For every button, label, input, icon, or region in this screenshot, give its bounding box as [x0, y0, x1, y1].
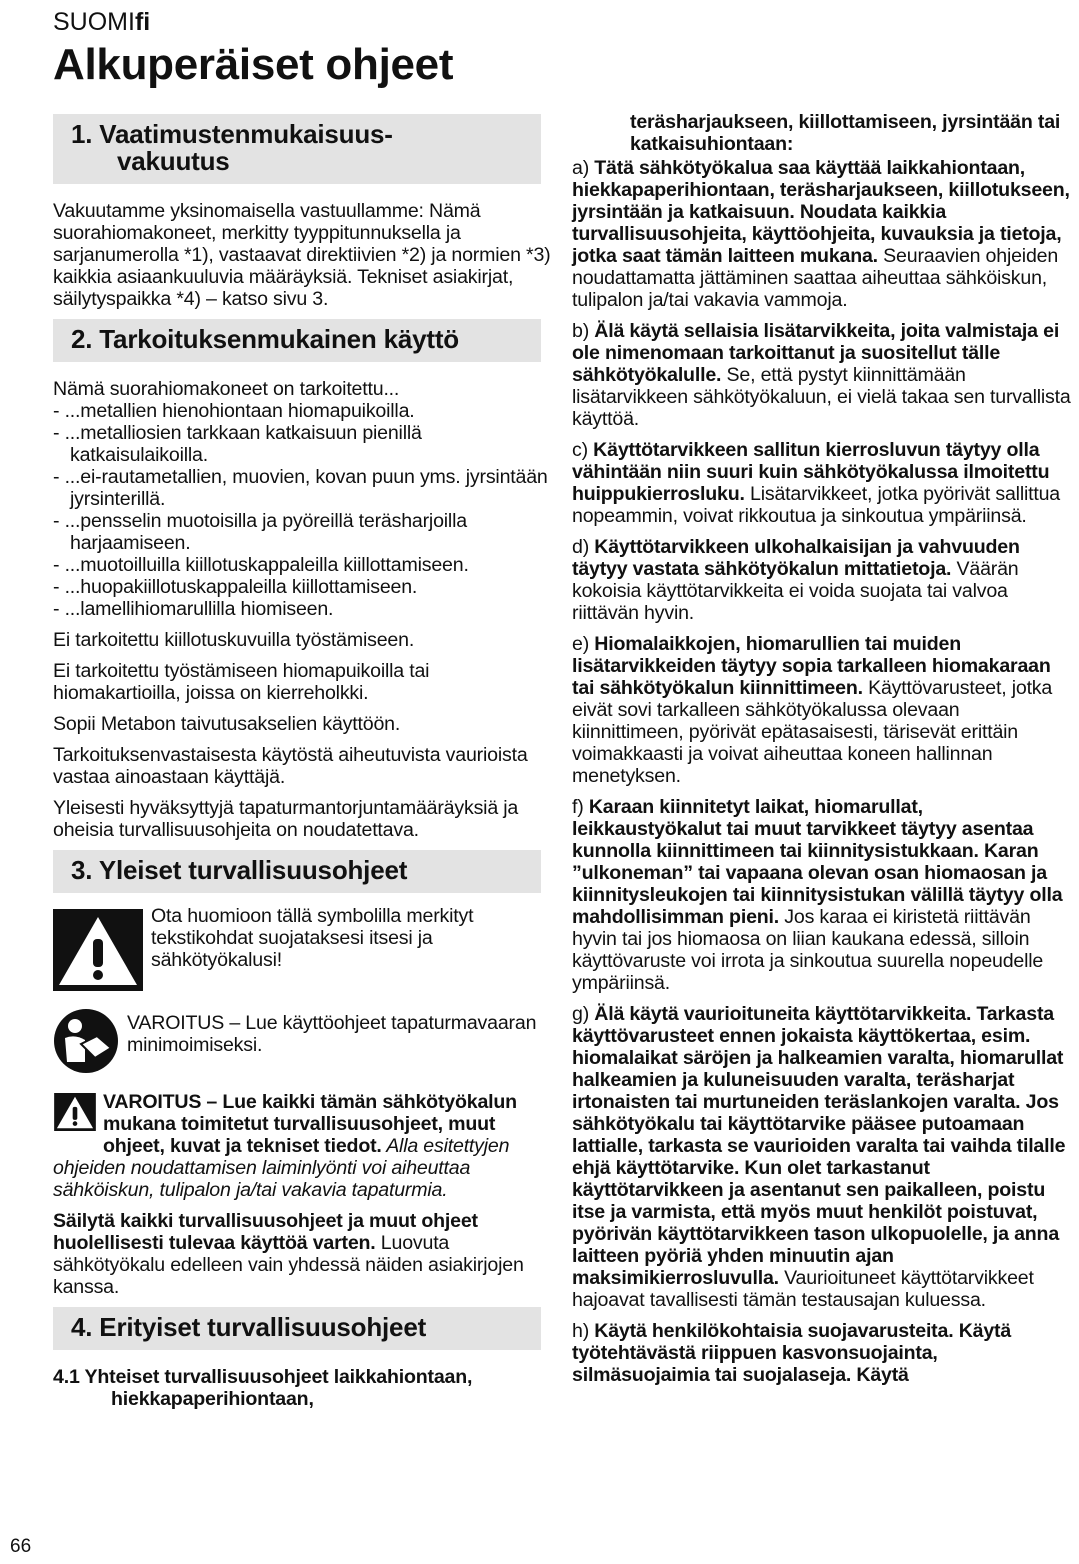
text-segment: c): [572, 439, 594, 461]
subsection-heading: 4.1 Yhteiset turvallisuusohjeet laikkahiontaan, hiekkapaperihiontaan,: [53, 1366, 473, 1410]
usage-list: [53, 378, 553, 620]
text-segment: Ei tarkoitettu työstämiseen hiomapuikoilla tai hiomakartioilla, joissa on kierreholkki.: [53, 660, 430, 704]
paragraph: [53, 744, 553, 788]
symbol-note-text: [151, 905, 553, 996]
paragraph: [53, 200, 553, 310]
list-item: - ...huopakiillotuskappaleilla kiillottamiseen.: [53, 576, 418, 598]
list-item: - ...metalliosien tarkkaan katkaisuun pienillä katkaisulaikoilla.: [53, 422, 422, 466]
paragraph: [53, 1091, 553, 1201]
text-segment: Sopii Metabon taivutusakselien käyttöön.: [53, 713, 401, 735]
list-item: - ...metallien hienohiontaan hiomapuikoilla.: [53, 400, 415, 422]
symbol-note: [53, 1008, 553, 1079]
text-segment: g): [572, 1003, 595, 1025]
section-heading-text: 4. Erityiset turvallisuusohjeet: [71, 1312, 427, 1342]
read-manual-icon: [53, 1008, 119, 1079]
warning-icon: [53, 1093, 97, 1136]
left-column: [53, 114, 553, 1416]
subsection-heading-continued: teräsharjaukseen, kiillottamiseen, jyrsintään tai katkaisuhiontaan:: [630, 111, 1061, 155]
text-segment: Älä käytä vaurioituneita käyttötarvikkeita. Tarkasta käyttövarusteet ennen jokaista käyttökertaa, esim. hiomalaikat säröjen ja halkeamien varalta, hiomarullat halkeamien ja kuluneisuuden varalta, teräsharjat irtonaisten tai murtuneiden teräslankojen varalta. Jos sähkötyökalu tai käyttötarvike pääsee putoamaan lattialle, tarkasta se vaurioiden varalta tai vaihda tilalle ehjä käyttötarvike. Kun olet tarkastanut käyttötarvikkeen ja asentanut sen paikalleen, poistu itse ja varmista, että myös muut henkilöt poistuvat, pyörivän käyttötarvikkeen tason ulkopuolelle, ja anna laitteen pyöriä yhden minuutin ajan maksimikierrosluvulla.: [572, 1003, 1066, 1289]
paragraph: [53, 797, 553, 841]
text-segment: Käytä henkilökohtaisia suojavarusteita. Käytä työtehtävästä riippuen kasvonsuojainta, silmäsuojaimia tai suojalaseja. Käytä: [572, 1320, 1012, 1386]
text-segment: VAROITUS – Lue kaikki tämän sähkötyökalun mukana toimitetut turvallisuusohjeet, muut ohjeet, kuvat ja tekniset tiedot.: [103, 1091, 517, 1157]
text-segment: – Lue käyttöohjeet tapaturmavaaran minimoimiseksi.: [127, 1012, 537, 1056]
paragraph: [572, 633, 1072, 787]
text-segment: Älä käytä sellaisia lisätarvikkeita, joita valmistaja ei ole nimenomaan tarkoittanut ja suositellut tälle sähkötyökalulle.: [572, 320, 1060, 386]
text-segment: b): [572, 320, 595, 342]
language-code: fi: [134, 8, 151, 36]
paragraph: [53, 629, 553, 651]
text-segment: Ota huomioon tällä symbolilla merkityt tekstikohdat suojataksesi itsesi ja sähkötyökalusi!: [151, 905, 474, 971]
section-heading-text: 2. Tarkoituksenmukainen käyttö: [71, 324, 459, 354]
page-number: 66: [10, 1536, 32, 1557]
text-segment: Alla esitettyjen ohjeiden noudattamisen laiminlyönti voi aiheuttaa sähköiskun, tulipalon ja/tai vakavia tapaturmia.: [53, 1135, 510, 1201]
paragraph: [572, 1003, 1072, 1311]
text-segment: Tarkoituksenvastaisesta käytöstä aiheutuvista vaurioista vastaa ainoastaan käyttäjä.: [53, 744, 528, 788]
paragraph: [572, 536, 1072, 624]
list-item: - ...ei-rautametallien, muovien, kovan puun yms. jyrsintään jyrsinterillä.: [53, 466, 548, 510]
paragraph: [53, 660, 553, 704]
text-segment: Jos karaa ei kiristetä riittävän hyvin tai jos hiomaosa on liian kaukana edessä, silloin käyttövaruste voi irrota ja sinkoutua suurella nopeudelle ympäriinsä.: [572, 906, 1044, 994]
text-segment: a): [572, 157, 595, 179]
text-segment: Vaurioituneet käyttötarvikkeet hajoavat tavallisesti tämän testausajan kuluessa.: [572, 1267, 1034, 1311]
section-heading: [53, 319, 541, 362]
page-title: Alkuperäiset ohjeet: [53, 40, 454, 89]
text-segment: Se, että pystyt kiinnittämään lisätarvikkeen sähkötyökaluun, ei vielä takaa sen turvallista käyttöä.: [572, 364, 1071, 430]
text-segment: Karaan kiinnitetyt laikat, hiomarullat, leikkaustyökalut tai muut tarvikkeet täytyy asentaa kunnolla kiinnittimeen tai kiinnitysistukkaan. Karan ”ulkoneman” tai vapaana olevan osan hiomaosan ja kiinnitysleukojen tai kiinnitysistukan välillä täytyy olla mahdollisimman pieni.: [572, 796, 1063, 928]
right-column: [572, 111, 1072, 1395]
text-segment: Yleisesti hyväksyttyjä tapaturmantorjuntamääräyksiä ja oheisia turvallisuusohjeita on noudatettava.: [53, 797, 519, 841]
text-segment: Käyttötarvikkeen sallitun kierrosluvun täytyy olla vähintään niin suuri kuin sähkötyökalussa ilmoitettu huippukierrosluku.: [572, 439, 1050, 505]
text-segment: Hiomalaikkojen, hiomarullien tai muiden lisätarvikkeiden täytyy sopia tarkalleen hiomakaraan tai sähkötyökalun kiinnittimeen.: [572, 633, 1051, 699]
list-item: - ...muotoilluilla kiillotuskappaleilla kiillottamiseen.: [53, 554, 469, 576]
warning-icon: [53, 909, 143, 996]
section-heading: [53, 1307, 541, 1350]
paragraph: [572, 439, 1072, 527]
section-heading: [53, 114, 541, 184]
paragraph: [53, 1210, 553, 1298]
text-segment: Vakuutamme yksinomaisella vastuullamme: Nämä suorahiomakoneet, merkitty tyyppitunnuksella ja sarjanumerolla *1), vastaavat direktiivien *2) ja normien *3) kaikkia asiaankuuluvia määräyksiä. Tekniset asiakirjat, säilytyspaikka *4) – katso sivu 3.: [53, 200, 551, 310]
symbol-note-text: [127, 1012, 553, 1079]
paragraph: [572, 157, 1072, 311]
text-segment: VAROITUS: [127, 1012, 225, 1034]
text-segment: Lisätarvikkeet, jotka pyörivät sallittua nopeammin, voivat rikkoutua ja sinkoutua ympäriinsä.: [572, 483, 1061, 527]
section-heading-text: 3. Yleiset turvallisuusohjeet: [71, 855, 408, 885]
text-segment: Ei tarkoitettu kiillotuskuvuilla työstämiseen.: [53, 629, 415, 651]
list-item: - ...lamellihiomarullilla hiomiseen.: [53, 598, 334, 620]
paragraph: [53, 713, 553, 735]
text-segment: h): [572, 1320, 595, 1342]
paragraph: [572, 1320, 1072, 1386]
text-segment: f): [572, 796, 589, 818]
text-segment: Käyttövarusteet, jotka eivät sovi tarkalleen sähkötyökalussa olevaan kiinnittimeen, pyörivät epätasaisesti, tärisevät erittäin voimakkaasti ja voivat aiheuttaa koneen hallinnan menetyksen.: [572, 677, 1053, 787]
text-segment: Tätä sähkötyökalua saa käyttää laikkahiontaan, hiekkapaperihiontaan, teräsharjaukseen, kiillotukseen, jyrsintään ja katkaisuun. Noudata kaikkia turvallisuusohjeita, käyttöohjeita, kuvauksia ja tietoja, jotka saat tämän laitteen mukana.: [572, 157, 1070, 267]
section-heading-text: 1. Vaatimustenmukaisuus-: [71, 119, 393, 149]
language-label: [53, 8, 150, 37]
text-segment: d): [572, 536, 595, 558]
section-heading-continued: vakuutus: [117, 146, 230, 176]
list-item: - ...pensselin muotoisilla ja pyöreillä teräsharjoilla harjaamiseen.: [53, 510, 467, 554]
symbol-note: [53, 905, 553, 996]
text-segment: Käyttötarvikkeen ulkohalkaisijan ja vahvuuden täytyy vastata sähkötyökalun mittatietoja.: [572, 536, 1020, 580]
section-heading: [53, 850, 541, 893]
text-segment: Luovuta sähkötyökalu edelleen vain yhdessä näiden asiakirjojen kanssa.: [53, 1232, 524, 1298]
paragraph: [572, 320, 1072, 430]
text-segment: Seuraavien ohjeiden noudattamatta jättäminen saattaa aiheuttaa sähköiskun, tulipalon ja/tai vakavia vammoja.: [572, 245, 1059, 311]
text-segment: Väärän kokoisia käyttötarvikkeita ei voida suojata tai valvoa riittävän hyvin.: [572, 558, 1019, 624]
list-intro: Nämä suorahiomakoneet on tarkoitettu...: [53, 378, 400, 400]
text-segment: e): [572, 633, 595, 655]
text-segment: Säilytä kaikki turvallisuusohjeet ja muut ohjeet huolellisesti tulevaa käyttöä varten.: [53, 1210, 478, 1254]
paragraph: [572, 796, 1072, 994]
language-name: SUOMI: [53, 8, 135, 36]
